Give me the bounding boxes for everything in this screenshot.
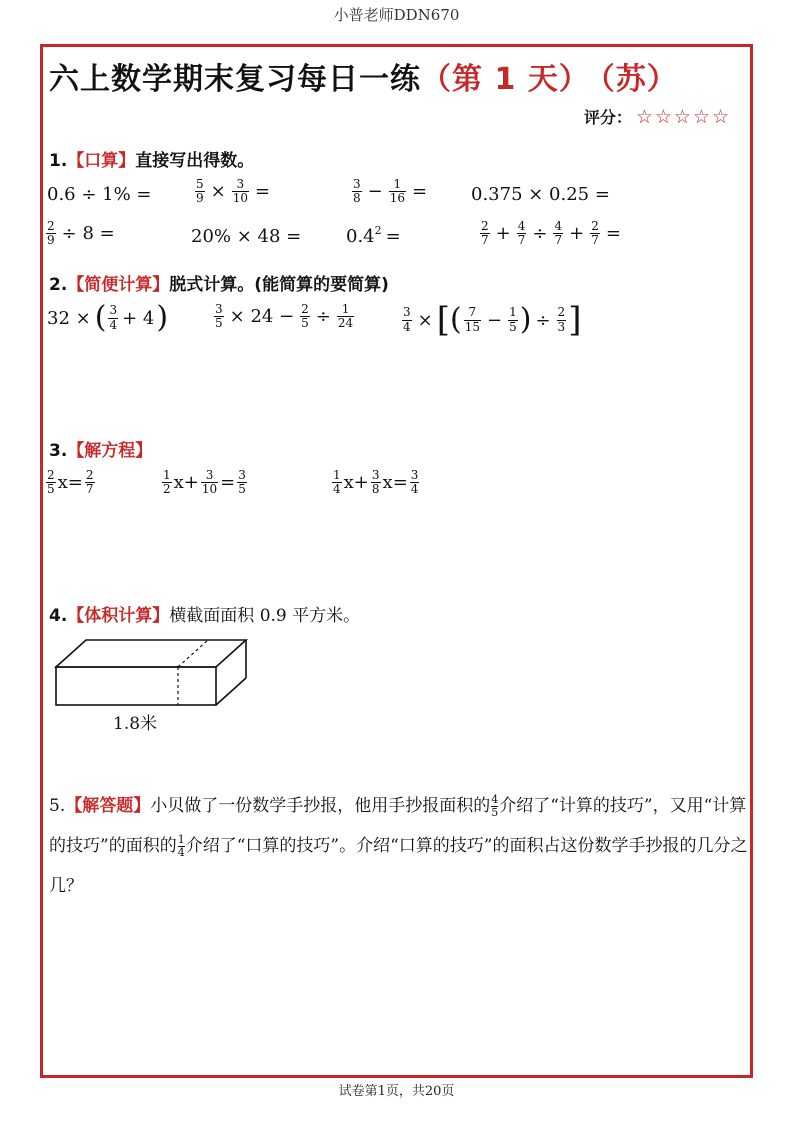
equation: $\frac{1}{2}$ x + $\frac{3}{10}$ = $\frac{3}{5}$ <box>163 468 246 497</box>
section-volume: 4.【体积计算】横截面面积 0.9 平方米。 <box>49 606 361 626</box>
title-day: （第 1 天） <box>421 62 590 97</box>
fraction: $\frac{3}{8}$ <box>353 177 361 206</box>
cuboid-figure <box>54 637 250 709</box>
page-title <box>49 54 678 98</box>
oral-expression <box>47 184 152 205</box>
section-number: 1. <box>49 151 68 171</box>
word-problem: 5.【解答题】小贝做了一份数学手抄报，他用手抄报面积的 $\frac{4}{5}$ 介绍了“计算的技巧”，又用“计算的技巧”的面积的 $\frac{1}{4}$ 介绍了“口算的技巧”。介绍“口算的技巧”的面积占这份数学手抄报的几分之几？ <box>49 793 748 896</box>
title-main: 六上数学期末复习每日一练 <box>49 62 421 97</box>
fraction: $\frac{5}{9}$ <box>196 177 204 206</box>
title-region: （苏） <box>599 62 678 97</box>
section-oral <box>49 146 254 171</box>
calc-expression: $\frac{3}{5}$ × 24 − $\frac{2}{5}$ ÷ $\frac{1}{24}$ <box>215 302 354 331</box>
oral-expression: $\frac{2}{9}$ ÷ 8 = <box>47 219 115 248</box>
oral-expression: $\frac{2}{7}$ + $\frac{4}{7}$ ÷ $\frac{4}{7}$ + $\frac{2}{7}$ = <box>481 219 621 248</box>
oral-expression: $\frac{5}{9}$ × $\frac{3}{10}$ = <box>196 177 271 206</box>
oral-expression <box>191 226 301 247</box>
expression-text: 20% × 48 = <box>191 226 302 247</box>
rating-stars[interactable]: ☆☆☆☆☆ <box>635 106 731 128</box>
score-label: 评分： <box>583 108 632 127</box>
fraction: $\frac{1}{16}$ <box>389 177 406 206</box>
score-row <box>584 105 731 128</box>
header-watermark: 小普老师DDN670 <box>333 6 460 24</box>
fraction: $\frac{3}{10}$ <box>232 177 249 206</box>
fraction: $\frac{2}{9}$ <box>47 219 55 248</box>
section-equations: 3.【解方程】 <box>49 441 153 461</box>
oral-expression <box>471 184 610 205</box>
oral-expression: $\frac{3}{8}$ − $\frac{1}{16}$ = <box>353 177 428 206</box>
length-label: 1.8米 <box>113 714 158 734</box>
equation: $\frac{2}{5}$ x = $\frac{2}{7}$ <box>47 468 94 497</box>
expression-text: 0.375 × 0.25 = <box>471 184 610 205</box>
page-footer: 试卷第1页，共20页 <box>338 1084 455 1099</box>
section-calc: 2.【简便计算】脱式计算。(能简算的要简算) <box>49 275 389 295</box>
equation: $\frac{1}{4}$ x + $\frac{3}{8}$ x = $\frac{3}{4}$ <box>333 468 419 497</box>
calc-expression: 32 × ( $\frac{3}{4}$ + 4 ) <box>47 300 169 335</box>
expression-text: 0.6 ÷ 1% = <box>47 184 152 205</box>
oral-expression: 0.4 $^2$ = <box>346 224 401 247</box>
calc-expression: $\frac{3}{4}$ × [ ( $\frac{7}{15}$ − $\frac{1}{5}$ ) ÷ $\frac{2}{3}$ ] <box>403 300 582 340</box>
section-instruction: 直接写出得数。 <box>135 151 255 171</box>
section-tag: 【口算】 <box>67 151 136 171</box>
